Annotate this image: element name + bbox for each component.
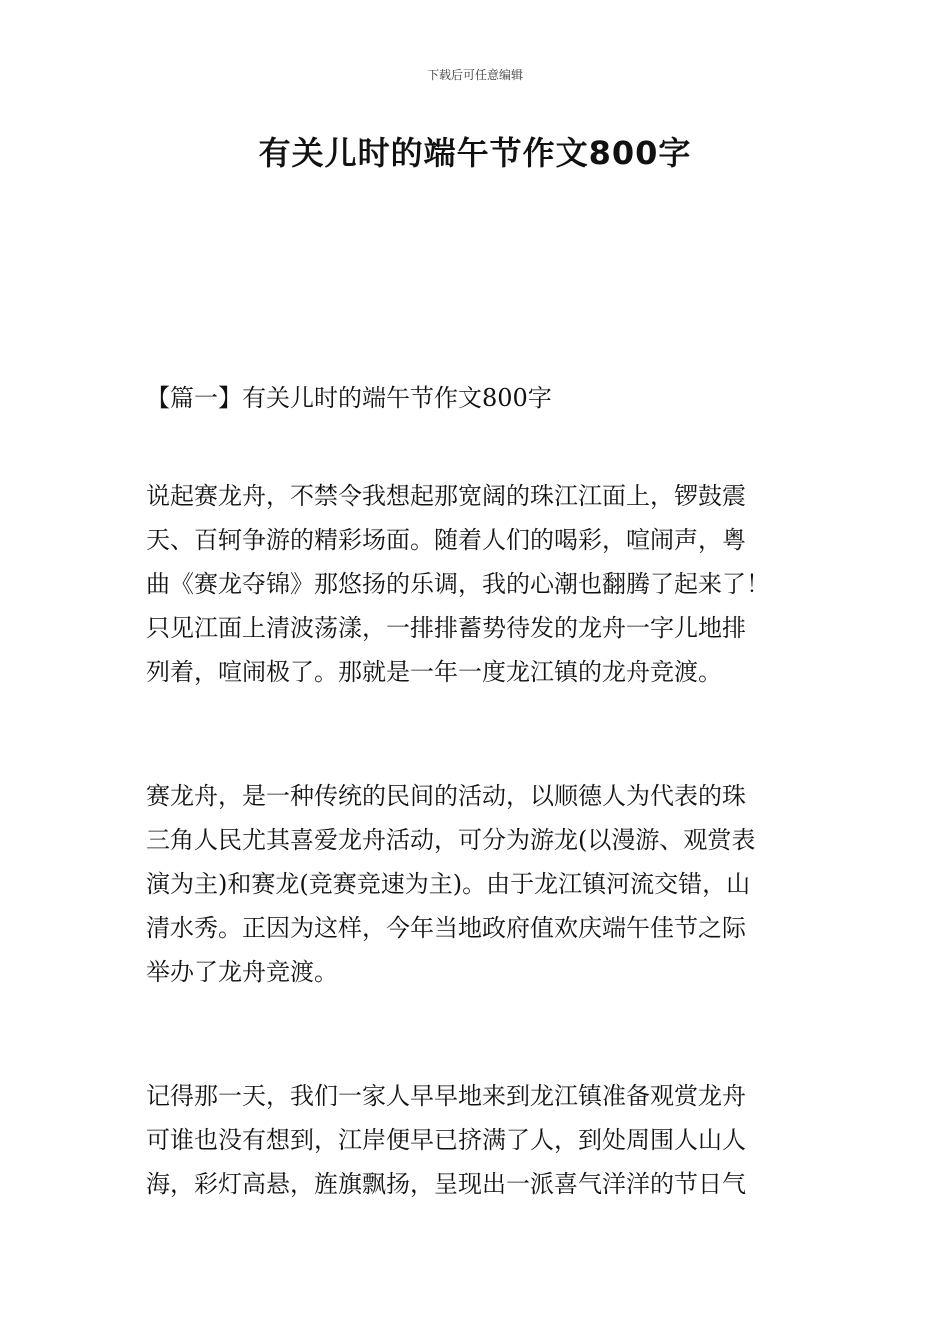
text-line: 天、百轲争游的精彩场面。随着人们的喝彩，喧闹声，粤 (146, 526, 746, 554)
header-note: 下载后可任意编辑 (426, 68, 523, 82)
text-line: 举办了龙舟竞渡。 (146, 958, 338, 986)
text-line: 可谁也没有想到，江岸便早已挤满了人，到处周围人山人 (146, 1126, 746, 1154)
section-heading: 【篇一】有关儿时的端午节作文800字 (146, 384, 552, 412)
text-line: 清水秀。正因为这样，今年当地政府值欢庆端午佳节之际 (146, 914, 746, 942)
text-line: 列着，喧闹极了。那就是一年一度龙江镇的龙舟竞渡。 (146, 658, 722, 686)
text-line: 赛龙舟，是一种传统的民间的活动，以顺德人为代表的珠 (146, 782, 746, 810)
paragraph-2 (146, 774, 810, 994)
text-line: 演为主)和赛龙(竞赛竞速为主)。由于龙江镇河流交错，山 (146, 870, 751, 898)
document-title: 有关儿时的端午节作文800字 (258, 134, 692, 172)
text-line: 说起赛龙舟，不禁令我想起那宽阔的珠江江面上，锣鼓震 (146, 482, 746, 510)
paragraph-3 (146, 1074, 810, 1206)
text-line: 海，彩灯高悬，旌旗飘扬，呈现出一派喜气洋洋的节日气 (146, 1170, 746, 1198)
text-line: 三角人民尤其喜爱龙舟活动，可分为游龙(以漫游、观赏表 (146, 826, 756, 854)
paragraph-1 (146, 474, 810, 694)
text-line: 记得那一天，我们一家人早早地来到龙江镇准备观赏龙舟 (146, 1082, 746, 1110)
text-line: 曲《赛龙夺锦》那悠扬的乐调，我的心潮也翻腾了起来了！ (146, 570, 770, 598)
text-line: 只见江面上清波荡漾，一排排蓄势待发的龙舟一字儿地排 (146, 614, 746, 642)
